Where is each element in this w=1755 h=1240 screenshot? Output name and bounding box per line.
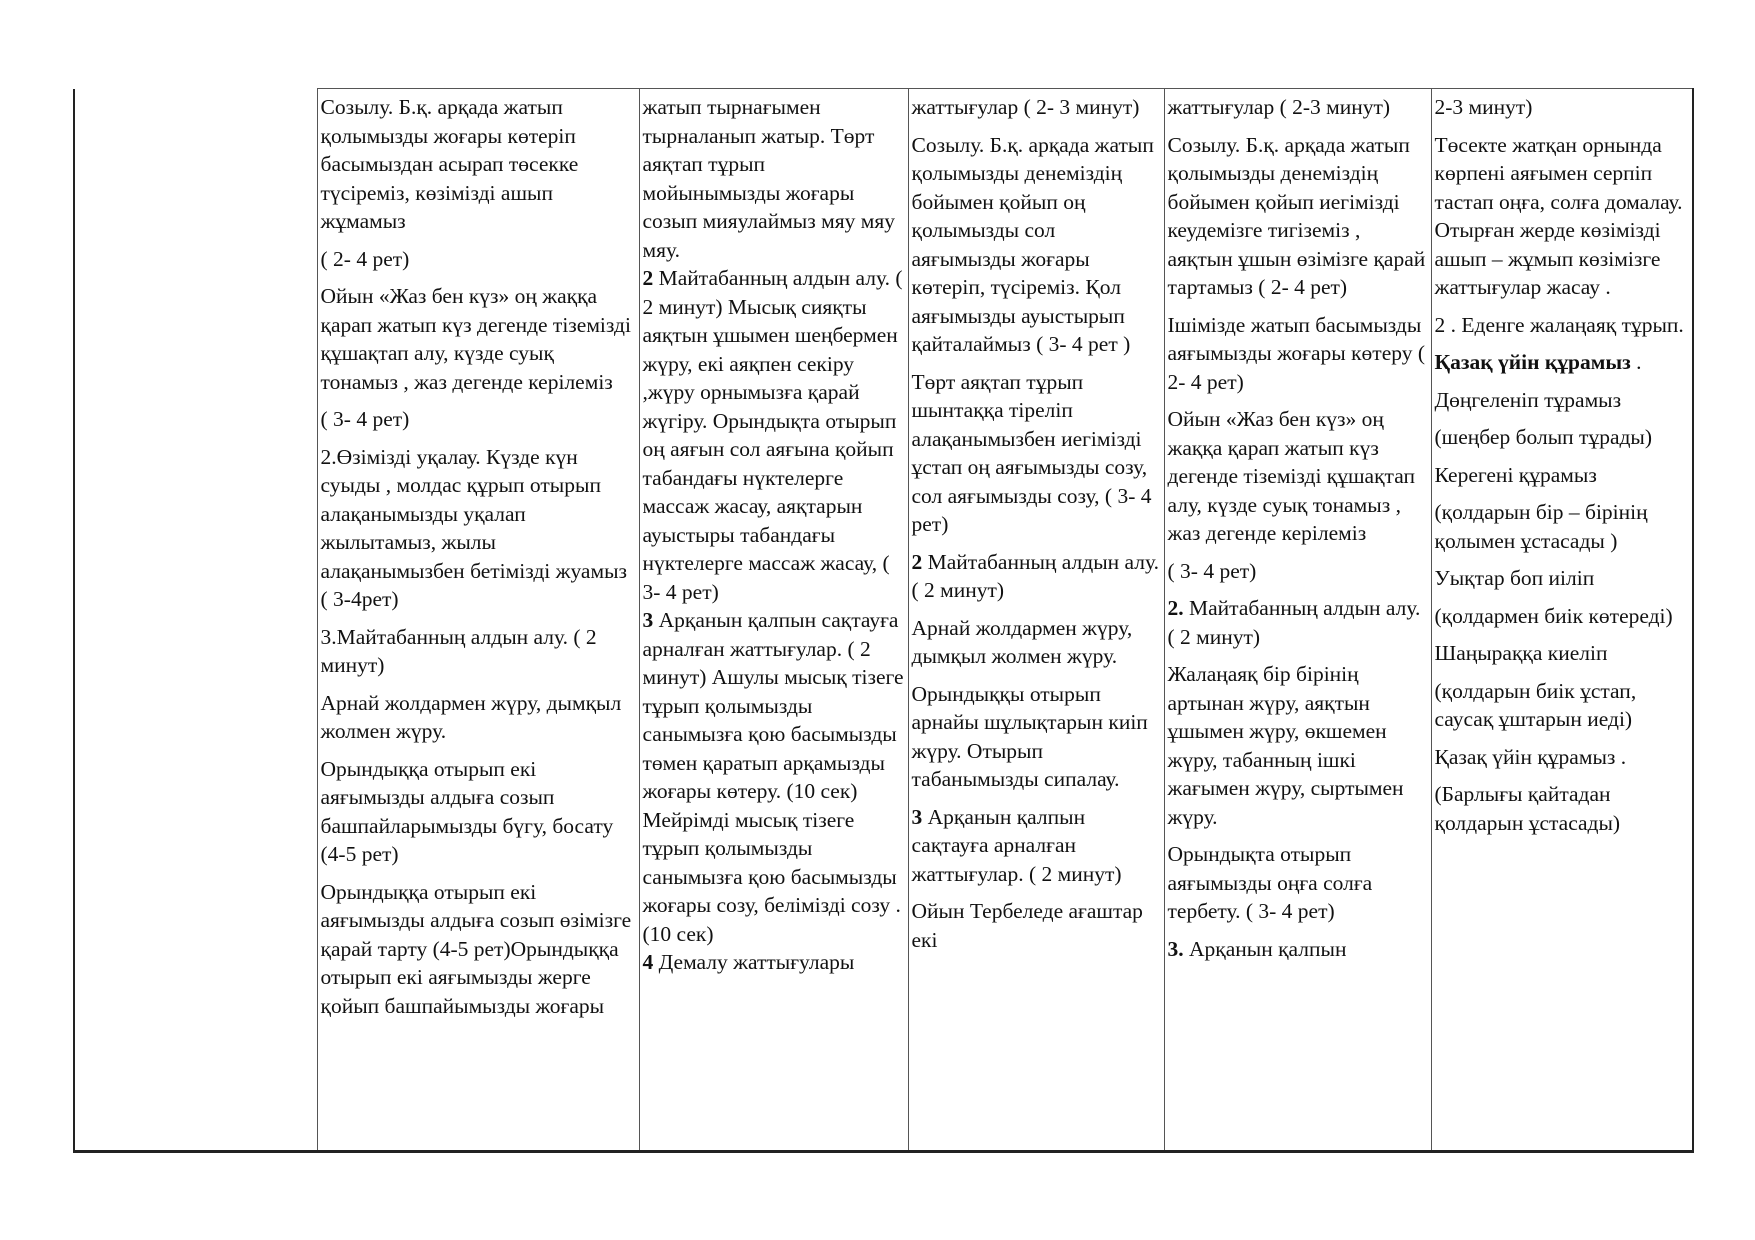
paragraph-text: 2-3 минут) xyxy=(1434,95,1533,119)
paragraph xyxy=(912,803,1162,889)
paragraph xyxy=(1435,386,1691,415)
paragraph-text: Арқанын қалпын сақтауға арналған жаттығулар. ( 2 минут) xyxy=(911,804,1122,886)
paragraph-text: ( 2- 4 рет) xyxy=(320,246,410,271)
paragraph xyxy=(1168,93,1429,122)
paragraph-text: Демалу жаттығулары xyxy=(653,950,855,974)
paragraph-text: Созылу. Б.қ. арқада жатып қолымызды жоғары көтеріп басымыздан асырап төсекке түсіреміз, көзімізді ашып жұмамыз xyxy=(320,95,579,233)
paragraph xyxy=(912,680,1162,794)
paragraph-number: 2. xyxy=(1167,596,1184,620)
paragraph xyxy=(1435,348,1691,377)
paragraph-text: Созылу. Б.қ. арқада жатып қолымызды денеміздің бойымен қойып оң қолымызды сол аяғымызды жоғары көтеріп, түсіреміз. Қол аяғымызды ауыстырып қайталаймыз ( 3- 4 рет ) xyxy=(911,132,1154,356)
paragraph-text: Дөңгеленіп тұрамыз xyxy=(1434,387,1622,412)
paragraph xyxy=(321,878,637,1021)
col-3-cell xyxy=(908,89,1164,1152)
paragraph xyxy=(1435,423,1691,452)
blank-cell xyxy=(74,89,317,1152)
col-2-cell xyxy=(639,89,908,1152)
paragraph xyxy=(912,614,1162,671)
paragraph-text: Созылу. Б.қ. арқада жатып қолымызды денеміздің бойымен қойып иегімізді кеудемізге тигіземіз , аяқтын ұшын өзімізге қарай тартамыз ( 2- 4 рет) xyxy=(1167,132,1426,299)
paragraph-text: Ойын Тербеледе ағаштар екі xyxy=(911,899,1143,952)
paragraph-text: Майтабанның алдын алу. ( 2 минут) Мысық сияқты аяқтын ұшымен шеңбермен жүру, екі аяқпен секіру ,жүру орнымызға қарай жүгіру. Орындықта отырып оң аяғын сол аяғына қойып табандағы нүктелерге массаж жасау, аяқтарын ауыстыры табандағы нүктелерге массаж жасау, ( 3- 4 рет) xyxy=(642,266,903,604)
paragraph xyxy=(321,282,637,396)
paragraph-text: . xyxy=(1630,350,1642,374)
paragraph-text: Майтабанның алдын алу. ( 2 минут) xyxy=(1167,596,1421,649)
paragraph-text: 3.Майтабанның алдын алу. ( 2 минут) xyxy=(320,624,597,677)
paragraph-number: 4 xyxy=(642,950,654,974)
paragraph xyxy=(912,368,1162,539)
paragraph xyxy=(1435,602,1691,631)
paragraph-text: Арқанын қалпын xyxy=(1183,936,1347,961)
col-1-cell xyxy=(317,89,639,1152)
paragraph xyxy=(643,93,906,264)
paragraph-text: Уықтар боп иіліп xyxy=(1434,566,1595,590)
paragraph xyxy=(1168,557,1429,586)
paragraph-text: 2 . Еденге жалаңаяқ тұрып. xyxy=(1434,312,1684,337)
paragraph xyxy=(1435,311,1691,340)
paragraph xyxy=(912,93,1162,122)
paragraph xyxy=(912,131,1162,359)
paragraph xyxy=(1435,677,1691,734)
paragraph xyxy=(643,948,906,977)
paragraph xyxy=(1168,131,1429,302)
paragraph-text: Төрт аяқтап тұрып шынтаққа тіреліп алақанымызбен иегімізді ұстап оң аяғымызды созу, сол аяғымызды созу, ( 3- 4 рет) xyxy=(911,369,1152,536)
paragraph-number: 3. xyxy=(1167,936,1184,961)
paragraph xyxy=(1168,405,1429,548)
paragraph-text: Орындыққа отырып екі аяғымызды алдыға созып башпайларымызды бүгу, босату (4-5 рет) xyxy=(320,756,614,866)
paragraph-text: жаттығулар ( 2- 3 минут) xyxy=(911,95,1140,119)
paragraph-text: ( 3- 4 рет) xyxy=(1167,558,1257,583)
paragraph-text: Шаңыраққа киеліп xyxy=(1434,641,1608,665)
paragraph-text: ( 3- 4 рет) xyxy=(320,407,410,431)
paragraph-text: Орындыққа отырып екі аяғымызды алдыға созып өзімізге қарай тарту (4-5 рет)Орындыққа отырып екі аяғымызды жерге қойып башпайымызды жоғары xyxy=(320,879,632,1018)
paragraph-text: (қолдарын биік ұстап, саусақ ұштарын иеді) xyxy=(1434,678,1637,731)
paragraph-text: (Барлығы қайтадан қолдарын ұстасады) xyxy=(1434,782,1621,835)
paragraph xyxy=(1435,93,1691,122)
col-5-cell xyxy=(1431,89,1693,1152)
paragraph xyxy=(321,689,637,746)
paragraph xyxy=(321,93,637,236)
paragraph xyxy=(321,443,637,614)
paragraph xyxy=(321,245,637,274)
paragraph xyxy=(1435,461,1691,490)
paragraph xyxy=(912,897,1162,954)
paragraph-text: Ойын «Жаз бен күз» оң жаққа қарап жатып күз дегенде тіземізді құшақтап алу, күзде суық тонамыз , жаз дегенде керілеміз xyxy=(320,284,631,394)
paragraph xyxy=(1435,639,1691,668)
table-row xyxy=(74,89,1693,1152)
paragraph xyxy=(1168,594,1429,651)
paragraph-text: Арнай жолдармен жүру, дымқыл жолмен жүру. xyxy=(911,615,1133,668)
paragraph xyxy=(1168,311,1429,397)
paragraph-text: Ойын «Жаз бен күз» оң жаққа қарап жатып күз дегенде тіземізді құшақтап алу, күзде суық тонамыз , жаз дегенде керілеміз xyxy=(1167,407,1415,545)
paragraph-text: Арқанын қалпын сақтауға арналған жаттығулар. ( 2 минут) Ашулы мысық тізеге тұрып қолымызды санымызға қою басымызды төмен қаратып арқамызды жоғары көтеру. (10 сек) Мейрімді мысық тізеге тұрып қолымызды санымызға қою басымызды жоғары созу, белімізді созу . (10 сек) xyxy=(642,608,904,946)
paragraph-text: жатып тырнағымен тырналанып жатыр. Төрт аяқтап тұрып мойынымызды жоғары созып мияулаймыз мяу мяу мяу. xyxy=(642,95,895,262)
paragraph xyxy=(1435,498,1691,555)
paragraph-text: Арнай жолдармен жүру, дымқыл жолмен жүру. xyxy=(320,690,622,743)
paragraph-text: Керегені құрамыз xyxy=(1434,462,1597,487)
paragraph xyxy=(1168,840,1429,926)
col-4-cell xyxy=(1164,89,1431,1152)
paragraph-text: (қолдармен биік көтереді) xyxy=(1434,603,1673,628)
paragraph-number: 3 xyxy=(911,804,923,829)
paragraph xyxy=(643,264,906,606)
paragraph xyxy=(1435,743,1691,772)
paragraph-text: Жалаңаяқ бір бірінің артынан жүру, аяқтын ұшымен жүру, өкшемен жүру, табанның ішкі жағымен жүру, сыртымен жүру. xyxy=(1167,662,1404,829)
paragraph-text: Төсекте жатқан орнында көрпені аяғымен серпіп тастап оңға, солға домалау. Отырған жерде көзімізді ашып – жұмып көзімізге жаттығулар жасау . xyxy=(1434,132,1683,299)
paragraph-text: (қолдарын бір – бірінің қолымен ұстасады ) xyxy=(1434,500,1648,553)
paragraph-text: Орындыққы отырып арнайы шұлықтарын киіп жүру. Отырып табанымызды сипалау. xyxy=(911,681,1148,791)
paragraph xyxy=(1435,131,1691,302)
paragraph xyxy=(643,606,906,948)
paragraph xyxy=(1168,660,1429,831)
paragraph-text: Майтабанның алдын алу. ( 2 минут) xyxy=(911,549,1159,602)
paragraph-text: Орындықта отырып аяғымызды оңға солға тербету. ( 3- 4 рет) xyxy=(1167,842,1373,923)
paragraph-text: жаттығулар ( 2-3 минут) xyxy=(1167,95,1391,119)
paragraph xyxy=(912,548,1162,605)
paragraph-number: 2 xyxy=(642,266,654,290)
paragraph-text: (шеңбер болып тұрады) xyxy=(1434,425,1653,449)
paragraph-text: 2.Өзімізді уқалау. Күзде күн суыды , молдас құрып отырып алақанымызды уқалап жылытамыз, жылы алақанымызбен бетімізді жуамыз ( 3-4рет) xyxy=(320,444,628,611)
paragraph-text: Қазақ үйін құрамыз . xyxy=(1434,744,1627,769)
paragraph xyxy=(1435,564,1691,593)
paragraph-number: 3 xyxy=(642,608,654,632)
paragraph-text: Ішімізде жатып басымызды аяғымызды жоғары көтеру ( 2- 4 рет) xyxy=(1167,312,1425,394)
paragraph xyxy=(321,755,637,869)
paragraph-bold-text: Қазақ үйін құрамыз xyxy=(1434,350,1631,374)
paragraph-number: 2 xyxy=(911,549,923,574)
paragraph xyxy=(1168,935,1429,964)
schedule-table xyxy=(73,88,1694,1153)
paragraph xyxy=(321,623,637,680)
paragraph xyxy=(1435,780,1691,837)
paragraph xyxy=(321,405,637,434)
